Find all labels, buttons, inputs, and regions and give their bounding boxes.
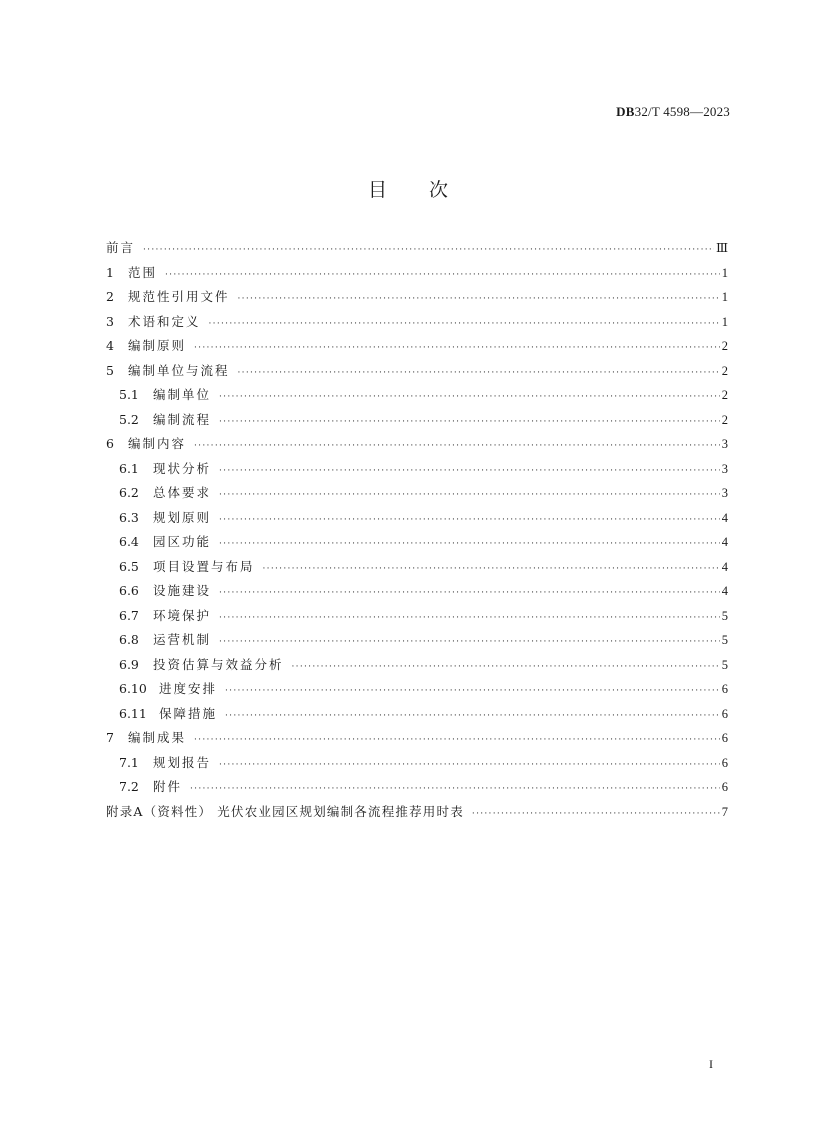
toc-leader-dots [225,686,720,696]
toc-entry-number: 6.9 [119,656,139,672]
toc-leader-dots [194,343,720,353]
toc-entry-label: 环境保护 [153,607,212,623]
toc-entry-6[interactable] [106,434,728,459]
toc-entry-label: 附件 [153,779,183,794]
toc-entry-appendix-a[interactable] [106,802,728,827]
toc-entry-4[interactable] [106,336,728,361]
toc-leader-dots [219,466,720,476]
toc-leader-dots [238,368,720,378]
toc-entry-label: 范围 [128,264,158,280]
toc-entry-1[interactable] [106,263,728,288]
toc-entry-7-2[interactable] [106,777,728,802]
toc-entry-5[interactable] [106,361,728,386]
toc-entry-page: Ⅲ [715,241,728,255]
toc-entry-label: 项目设置与布局 [153,558,255,574]
toc-entry-6-1[interactable] [106,459,728,484]
toc-entry-page: 2 [721,388,728,402]
toc-entry-label: 编制内容 [128,436,187,451]
toc-leader-dots [219,588,720,598]
toc-entry-page: 4 [721,535,728,549]
toc-entry-number: 5.2 [119,411,139,427]
page-number: I [709,1057,713,1071]
toc-leader-dots [263,564,720,574]
toc-entry-number: 6.10 [119,681,147,696]
toc-leader-dots [219,539,720,549]
toc-entry-label: 进度安排 [159,681,218,696]
toc-entry-page: 6 [721,682,728,696]
toc-entry-number: 3 [106,313,114,329]
toc-entry-number: 6.5 [119,558,139,574]
toc-entry-label: 术语和定义 [128,313,201,329]
toc-entry-label: 运营机制 [153,632,212,647]
toc-entry-page: 6 [721,706,728,721]
toc-entry-page: 5 [721,608,728,623]
toc-leader-dots [472,809,720,819]
toc-entry-number: 1 [106,264,114,280]
toc-entry-7-1[interactable] [106,753,728,778]
toc-entry-number: 4 [106,338,114,353]
toc-entry-number: 7 [106,730,114,745]
toc-leader-dots [190,784,720,794]
table-of-contents [106,238,728,826]
toc-entry-page: 1 [721,290,728,304]
toc-leader-dots [219,760,720,770]
toc-leader-dots [219,637,720,647]
toc-leader-dots [219,515,720,525]
toc-leader-dots [194,735,720,745]
toc-entry-page: 4 [721,559,728,574]
toc-entry-number: 6.7 [119,607,139,623]
toc-entry-label: 设施建设 [153,583,212,598]
toc-entry-6-8[interactable] [106,630,728,655]
toc-entry-6-9[interactable] [106,655,728,680]
toc-entry-number: 2 [106,289,114,304]
toc-leader-dots [225,711,720,721]
toc-entry-number: 6.1 [119,460,139,476]
toc-entry-label: 现状分析 [153,460,212,476]
toc-leader-dots [209,319,720,329]
toc-entry-3[interactable] [106,312,728,337]
toc-entry-6-11[interactable] [106,704,728,729]
toc-entry-page: 2 [721,363,728,378]
toc-leader-dots [194,441,720,451]
toc-entry-label: 规划原则 [153,509,212,525]
toc-entry-label: 园区功能 [153,534,212,549]
toc-entry-5-2[interactable] [106,410,728,435]
toc-leader-dots [143,245,714,255]
toc-entry-label: 保障措施 [159,705,218,721]
toc-entry-page: 3 [721,461,728,476]
toc-entry-number: 6.6 [119,583,139,598]
toc-entry-number: 6 [106,436,114,451]
toc-entry-page: 4 [721,510,728,525]
toc-entry-number: 6.3 [119,509,139,525]
toc-entry-page: 6 [721,780,728,794]
toc-entry-number: 6.2 [119,485,139,500]
toc-leader-dots [219,613,720,623]
toc-entry-number: 5 [106,362,114,378]
toc-entry-6-4[interactable] [106,532,728,557]
toc-entry-label: 编制单位与流程 [128,362,230,378]
toc-entry-label: 投资估算与效益分析 [153,656,284,672]
toc-entry-number: 7.2 [119,779,139,794]
toc-leader-dots [165,270,720,280]
toc-entry-label: 编制单位 [153,387,212,402]
document-code-number: 32/T 4598—2023 [634,104,730,119]
toc-title: 目次 [367,179,490,201]
toc-entry-label: 附录A（资料性） 光伏农业园区规划编制各流程推荐用时表 [106,803,464,819]
toc-entry-6-7[interactable] [106,606,728,631]
toc-entry-page: 4 [721,584,728,598]
toc-entry-6-2[interactable] [106,483,728,508]
toc-entry-number: 6.8 [119,632,139,647]
toc-entry-number: 6.4 [119,534,139,549]
toc-entry-7[interactable] [106,728,728,753]
toc-entry-page: 3 [721,437,728,451]
toc-entry-label: 规范性引用文件 [128,289,230,304]
toc-entry-label: 规划报告 [153,754,212,770]
toc-entry-6-5[interactable] [106,557,728,582]
document-code-prefix: DB [616,104,635,119]
toc-entry-label: 编制成果 [128,730,187,745]
toc-entry-page: 5 [721,633,728,647]
toc-entry-page: 2 [721,339,728,353]
toc-entry-page: 6 [721,731,728,745]
toc-entry-preface[interactable] [106,238,728,263]
toc-entry-number: 5.1 [119,387,139,402]
toc-entry-6-10[interactable] [106,679,728,704]
toc-leader-dots [219,392,720,402]
toc-entry-page: 1 [721,314,728,329]
toc-entry-label: 编制流程 [153,411,212,427]
toc-leader-dots [219,417,720,427]
toc-entry-page: 3 [721,486,728,500]
toc-entry-2[interactable] [106,287,728,312]
toc-entry-number: 7.1 [119,754,139,770]
toc-entry-6-3[interactable] [106,508,728,533]
toc-leader-dots [292,662,720,672]
toc-entry-number: 6.11 [119,705,147,721]
document-code [616,104,730,120]
toc-entry-5-1[interactable] [106,385,728,410]
toc-leader-dots [238,294,720,304]
toc-entry-page: 5 [721,657,728,672]
toc-entry-label: 编制原则 [128,338,187,353]
toc-entry-page: 1 [721,265,728,280]
toc-entry-page: 6 [721,755,728,770]
toc-entry-page: 7 [721,804,728,819]
toc-leader-dots [219,490,720,500]
toc-entry-page: 2 [721,412,728,427]
toc-entry-label: 前言 [106,240,136,255]
toc-entry-label: 总体要求 [153,485,212,500]
toc-entry-6-6[interactable] [106,581,728,606]
